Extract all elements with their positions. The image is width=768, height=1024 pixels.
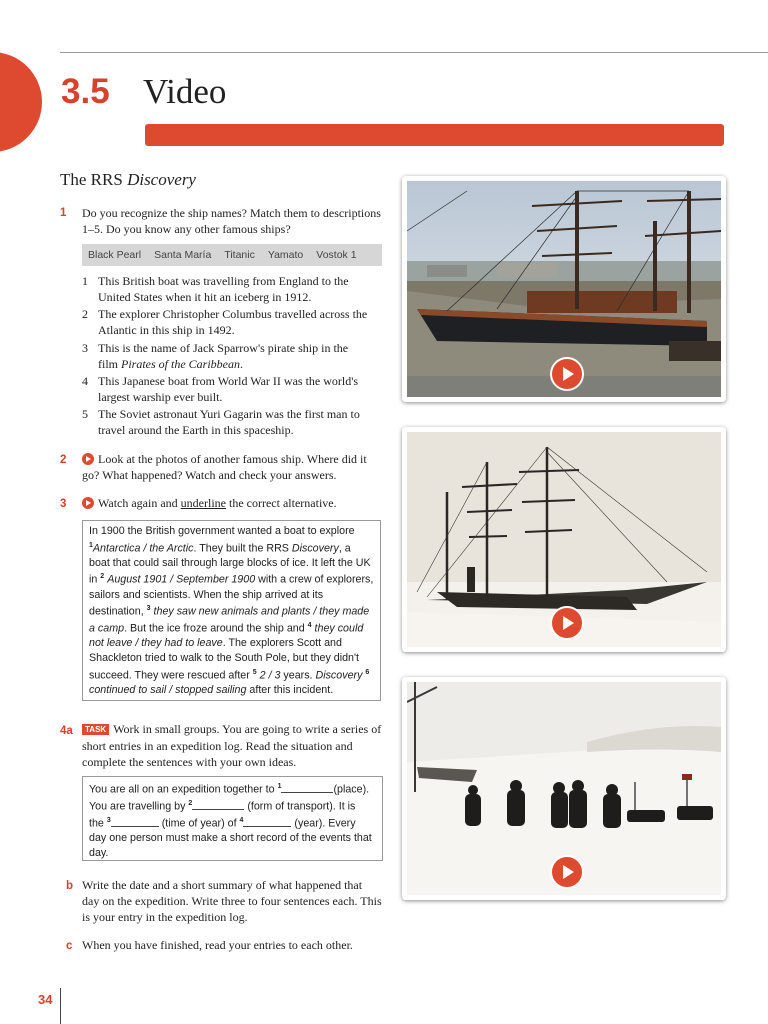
exercise-4a-text: TASK Work in small groups. You are going to write a series of short entries in an expedition log. Read the situation and complete the sentences with your own ideas. (82, 722, 382, 769)
exercise-3-number: 3 (60, 498, 67, 510)
video-play-icon[interactable] (82, 453, 94, 465)
photo-explorers-on-ice[interactable] (402, 677, 726, 900)
answer-blank[interactable] (281, 792, 333, 793)
exercise-1-number: 1 (60, 207, 67, 219)
top-rule (60, 52, 768, 53)
exercise-4c-number: c (66, 940, 73, 952)
task-badge: TASK (82, 724, 109, 735)
list-item: 2 The explorer Christopher Columbus travelled across the Atlantic in this ship in 1492. (82, 307, 368, 337)
unit-circle-decoration (0, 52, 42, 152)
page-number-rule (60, 988, 61, 1024)
video-play-icon[interactable] (82, 497, 94, 509)
list-item: 5 The Soviet astronaut Yuri Gagarin was the first man to travel around the Earth in this spaceship. (82, 407, 360, 437)
exercise-4b-number: b (66, 880, 74, 892)
answer-blank[interactable] (192, 809, 244, 810)
exercise-1-instruction: Do you recognize the ship names? Match them to descriptions 1–5. Do you know any other famous ships? (82, 206, 381, 236)
photo-ship-in-dock[interactable] (402, 176, 726, 402)
exercise-3-text: Watch again and underline the correct alternative. (82, 495, 382, 511)
section-title: The RRS Discovery (60, 170, 196, 189)
exercise-2-text: Look at the photos of another famous ship. Where did it go? What happened? Watch and check your answers. (82, 452, 367, 482)
ship-name: Titanic (224, 249, 255, 261)
unit-title: Video (143, 72, 227, 111)
title-bar (145, 124, 724, 146)
ship-name: Black Pearl (88, 249, 142, 261)
page-number: 34 (38, 992, 53, 1007)
exercise-4a-number: 4a (60, 725, 73, 737)
video-play-button[interactable] (550, 357, 584, 391)
photo-ship-in-ice[interactable] (402, 427, 726, 652)
exercise-4a-text-box: You are all on an expedition together to $^1$ (place). You are travelling by $^2$ (form of transport). It is the $^3$ (time of year) of $^4$ (year). Every day one person must make a short record of the events that day. (82, 776, 383, 861)
ship-name: Vostok 1 (316, 249, 357, 261)
video-play-button[interactable] (550, 855, 584, 889)
list-item: 4 This Japanese boat from World War II was the world's largest warship ever built. (82, 374, 359, 404)
exercise-2-number: 2 (60, 454, 67, 466)
exercise-4c-text: When you have finished, read your entries to each other. (82, 938, 353, 952)
video-play-button[interactable] (550, 606, 584, 640)
list-item: 3 This is the name of Jack Sparrow's pirate ship in the film Pirates of the Caribbean. (82, 341, 349, 371)
exercise-4b-text: Write the date and a short summary of what happened that day on the expedition. Write three to four sentences each. This is your entry in the expedition log. (82, 878, 382, 924)
list-item: 1 This British boat was travelling from England to the United States when it hit an iceberg in 1912. (82, 274, 349, 304)
answer-blank[interactable] (111, 826, 159, 827)
answer-blank[interactable] (243, 826, 291, 827)
ship-name: Santa María (154, 249, 212, 261)
exercise-3-text-box: In 1900 the British government wanted a boat to explore $^1$Antarctica / the Arctic. They built the RRS Discovery, a boat that could sail through large blocks of ice. It left the UK in $^2$ August 1901 / September 1900 with a crew of explorers, sailors and scientists. When the ship arrived at its destination, $^3$ they saw new animals and plants / they made a camp. But the ice froze around the ship and $^4$ they could not leave / they had to leave. The explorers Scott and Shackleton tried to walk to the South Pole, but they didn't succeed. They were rescued after $^5$ 2 / 3 years. Discovery $^6$ continued to sail / stopped sailing after this incident. (82, 520, 381, 701)
unit-number: 3.5 (61, 72, 110, 111)
ship-name-box (82, 244, 382, 266)
ship-name: Yamato (267, 249, 304, 261)
